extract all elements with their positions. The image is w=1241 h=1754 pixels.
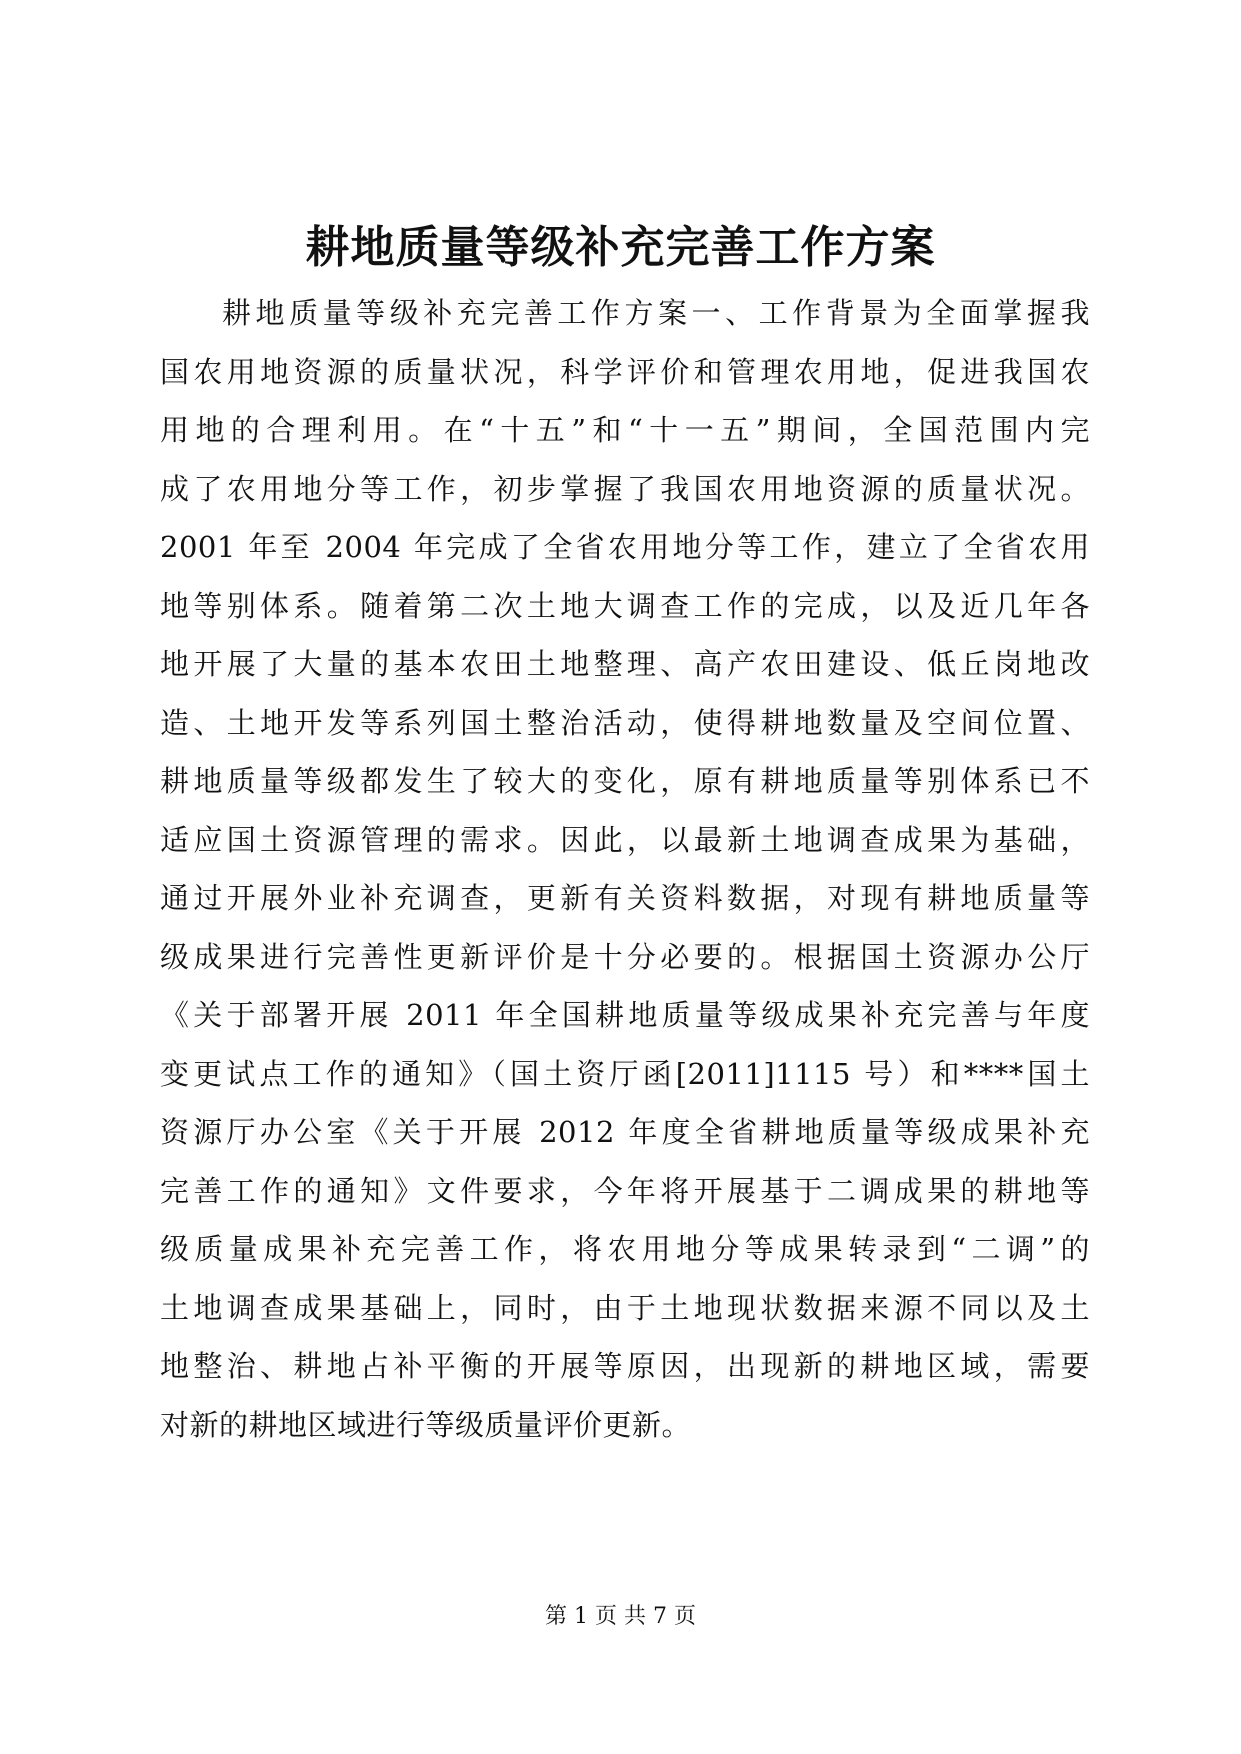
- body-line: 国农用地资源的质量状况，科学评价和管理农用地，促进我国农: [160, 354, 1090, 389]
- body-line: 级成果进行完善性更新评价是十分必要的。根据国土资源办公厅: [160, 939, 1090, 974]
- body-line: 资源厅办公室《关于开展 2012 年度全省耕地质量等级成果补充: [160, 1115, 1090, 1149]
- body-line: 耕地质量等级补充完善工作方案一、工作背景为全面掌握我: [222, 296, 1090, 330]
- body-line: 地开展了大量的基本农田土地整理、高产农田建设、低丘岗地改: [160, 647, 1090, 681]
- body-line: 地等别体系。随着第二次土地大调查工作的完成，以及近几年各: [160, 588, 1090, 623]
- document-body: [160, 284, 1090, 1454]
- body-line: 造、土地开发等系列国土整治活动，使得耕地数量及空间位置、: [160, 705, 1090, 740]
- page-footer: 第 1 页 共 7 页: [545, 1604, 696, 1629]
- body-line: 适应国土资源管理的需求。因此，以最新土地调查成果为基础，: [160, 822, 1090, 857]
- body-line: 级质量成果补充完善工作，将农用地分等成果转录到“二调”的: [160, 1232, 1090, 1266]
- body-line: 地整治、耕地占补平衡的开展等原因，出现新的耕地区域，需要: [160, 1349, 1090, 1383]
- body-line: 耕地质量等级都发生了较大的变化，原有耕地质量等别体系已不: [160, 764, 1090, 798]
- body-line: 通过开展外业补充调查，更新有关资料数据，对现有耕地质量等: [160, 881, 1090, 915]
- body-line: 土地调查成果基础上，同时，由于土地现状数据来源不同以及土: [160, 1290, 1090, 1325]
- body-line: 用地的合理利用。在“十五”和“十一五”期间，全国范围内完: [160, 413, 1090, 447]
- body-line: 变更试点工作的通知》（国土资厅函[2011]1115 号）和****国土: [160, 1056, 1090, 1091]
- body-line: 对新的耕地区域进行等级质量评价更新。: [160, 1407, 692, 1442]
- body-line: 2001 年至 2004 年完成了全省农用地分等工作，建立了全省农用: [160, 530, 1090, 564]
- body-line: 成了农用地分等工作，初步掌握了我国农用地资源的质量状况。: [160, 471, 1090, 506]
- body-line: 完善工作的通知》文件要求，今年将开展基于二调成果的耕地等: [160, 1173, 1090, 1208]
- body-line: 《关于部署开展 2011 年全国耕地质量等级成果补充完善与年度: [160, 998, 1090, 1032]
- document-title: 耕地质量等级补充完善工作方案: [305, 222, 936, 273]
